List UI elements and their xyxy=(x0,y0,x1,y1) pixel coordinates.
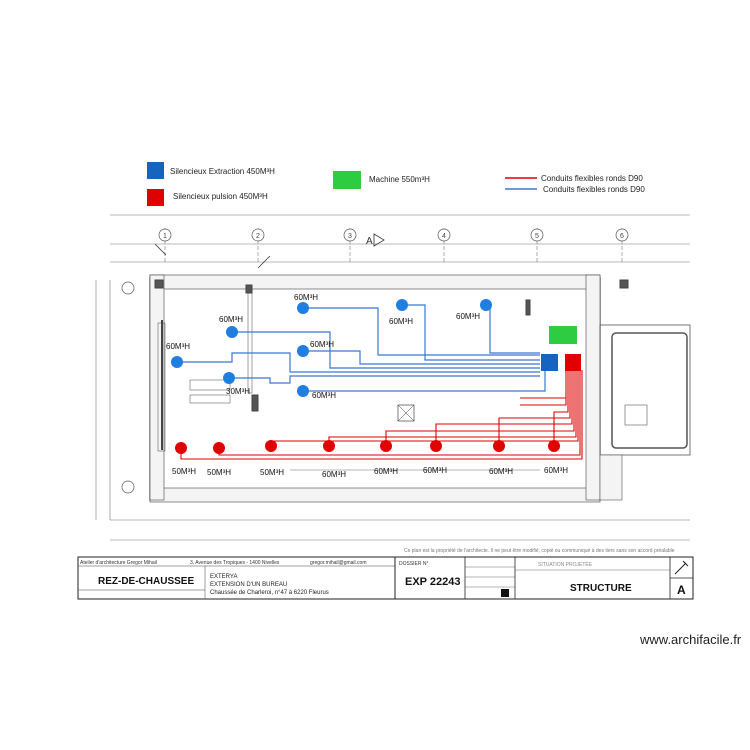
supply-flow-label: 60M³H xyxy=(544,466,569,475)
extraction-flow-label: 60M³H xyxy=(456,312,481,321)
extraction-flow-label: 60M³H xyxy=(389,317,414,326)
supply-terminal xyxy=(323,440,335,452)
watermark: www.archifacile.fr xyxy=(640,632,742,647)
architect-address: 3, Avenue des Tropiques - 1400 Nivelles xyxy=(190,560,280,566)
supply-flow-label: 60M³H xyxy=(322,470,347,479)
supply-flow-label: 50M³H xyxy=(207,468,232,477)
copyright-note: Ce plan est la propriété de l'architecte. Il ne peut être modifié, copié ou communiqué à des tiers sans son accord préalable xyxy=(404,548,675,554)
supply-terminal xyxy=(380,440,392,452)
legend-red-duct-label: Conduits flexibles ronds D90 xyxy=(541,174,643,183)
discipline-label: STRUCTURE xyxy=(570,583,632,594)
annex xyxy=(600,325,690,500)
extraction-flow-label: 60M³H xyxy=(219,315,244,324)
supply-terminal xyxy=(265,440,277,452)
grid-label-2: 2 xyxy=(256,233,260,240)
title-block xyxy=(78,557,693,599)
extraction-silencer xyxy=(541,354,558,371)
supply-flow-label: 60M³H xyxy=(374,467,399,476)
dossier-number: EXP 22243 xyxy=(405,576,461,588)
extraction-terminal xyxy=(297,385,309,397)
grid-label-1: 1 xyxy=(163,233,167,240)
extraction-flow-label: 60M³H xyxy=(310,340,335,349)
supply-flow-label: 50M³H xyxy=(260,468,285,477)
situation-label: SITUATION PROJETÉE xyxy=(538,562,593,568)
supply-terminal xyxy=(493,440,505,452)
supply-flow-label: 60M³H xyxy=(423,466,448,475)
extraction-terminal xyxy=(223,372,235,384)
plan-name: REZ-DE-CHAUSSEE xyxy=(98,576,195,587)
extraction-flow-label: 60M³H xyxy=(166,342,191,351)
architect-name: Atelier d'architecture Gregor Mihail xyxy=(80,560,157,566)
extraction-terminal xyxy=(297,345,309,357)
machine-unit xyxy=(549,326,577,344)
revision-label: A xyxy=(677,583,686,597)
pulsion-silencer xyxy=(565,354,581,371)
legend-extraction-label: Silencieux Extraction 450M³H xyxy=(170,167,275,176)
extraction-terminal xyxy=(396,299,408,311)
supply-flow-label: 60M³H xyxy=(489,467,514,476)
grid-label-5: 5 xyxy=(535,233,539,240)
supply-terminals xyxy=(175,440,560,454)
extraction-terminal xyxy=(480,299,492,311)
flow-labels xyxy=(166,293,568,479)
architect-email: gregor.mihail@gmail.com xyxy=(310,560,367,566)
extraction-terminal xyxy=(171,356,183,368)
legend-blue-duct-label: Conduits flexibles ronds D90 xyxy=(543,185,645,194)
legend-pulsion-swatch xyxy=(147,189,164,206)
extraction-flow-label: 30M³H xyxy=(226,387,251,396)
supply-terminal xyxy=(213,442,225,454)
legend xyxy=(147,162,645,206)
supply-terminal xyxy=(175,442,187,454)
section-marker-label: A xyxy=(366,236,373,247)
project-name: EXTENSION D'UN BUREAU xyxy=(210,582,288,588)
extraction-terminal xyxy=(297,302,309,314)
legend-machine-swatch xyxy=(333,171,361,189)
client-name: EXTERYA xyxy=(210,574,238,580)
grid-label-3: 3 xyxy=(348,233,352,240)
legend-pulsion-label: Silencieux pulsion 450M³H xyxy=(173,192,268,201)
supply-flow-label: 50M³H xyxy=(172,467,197,476)
extraction-flow-label: 60M³H xyxy=(294,293,319,302)
extraction-terminal xyxy=(226,326,238,338)
site-address: Chaussée de Charleroi, n°47 à 6220 Fleurus xyxy=(210,590,329,596)
extraction-flow-label: 60M³H xyxy=(312,391,337,400)
supply-terminal xyxy=(548,440,560,452)
supply-terminal xyxy=(430,440,442,452)
legend-extraction-swatch xyxy=(147,162,164,179)
grid-label-4: 4 xyxy=(442,233,446,240)
grid-label-6: 6 xyxy=(620,233,624,240)
dossier-label: DOSSIER N° xyxy=(399,561,429,567)
legend-machine-label: Machine 550m³H xyxy=(369,175,430,184)
